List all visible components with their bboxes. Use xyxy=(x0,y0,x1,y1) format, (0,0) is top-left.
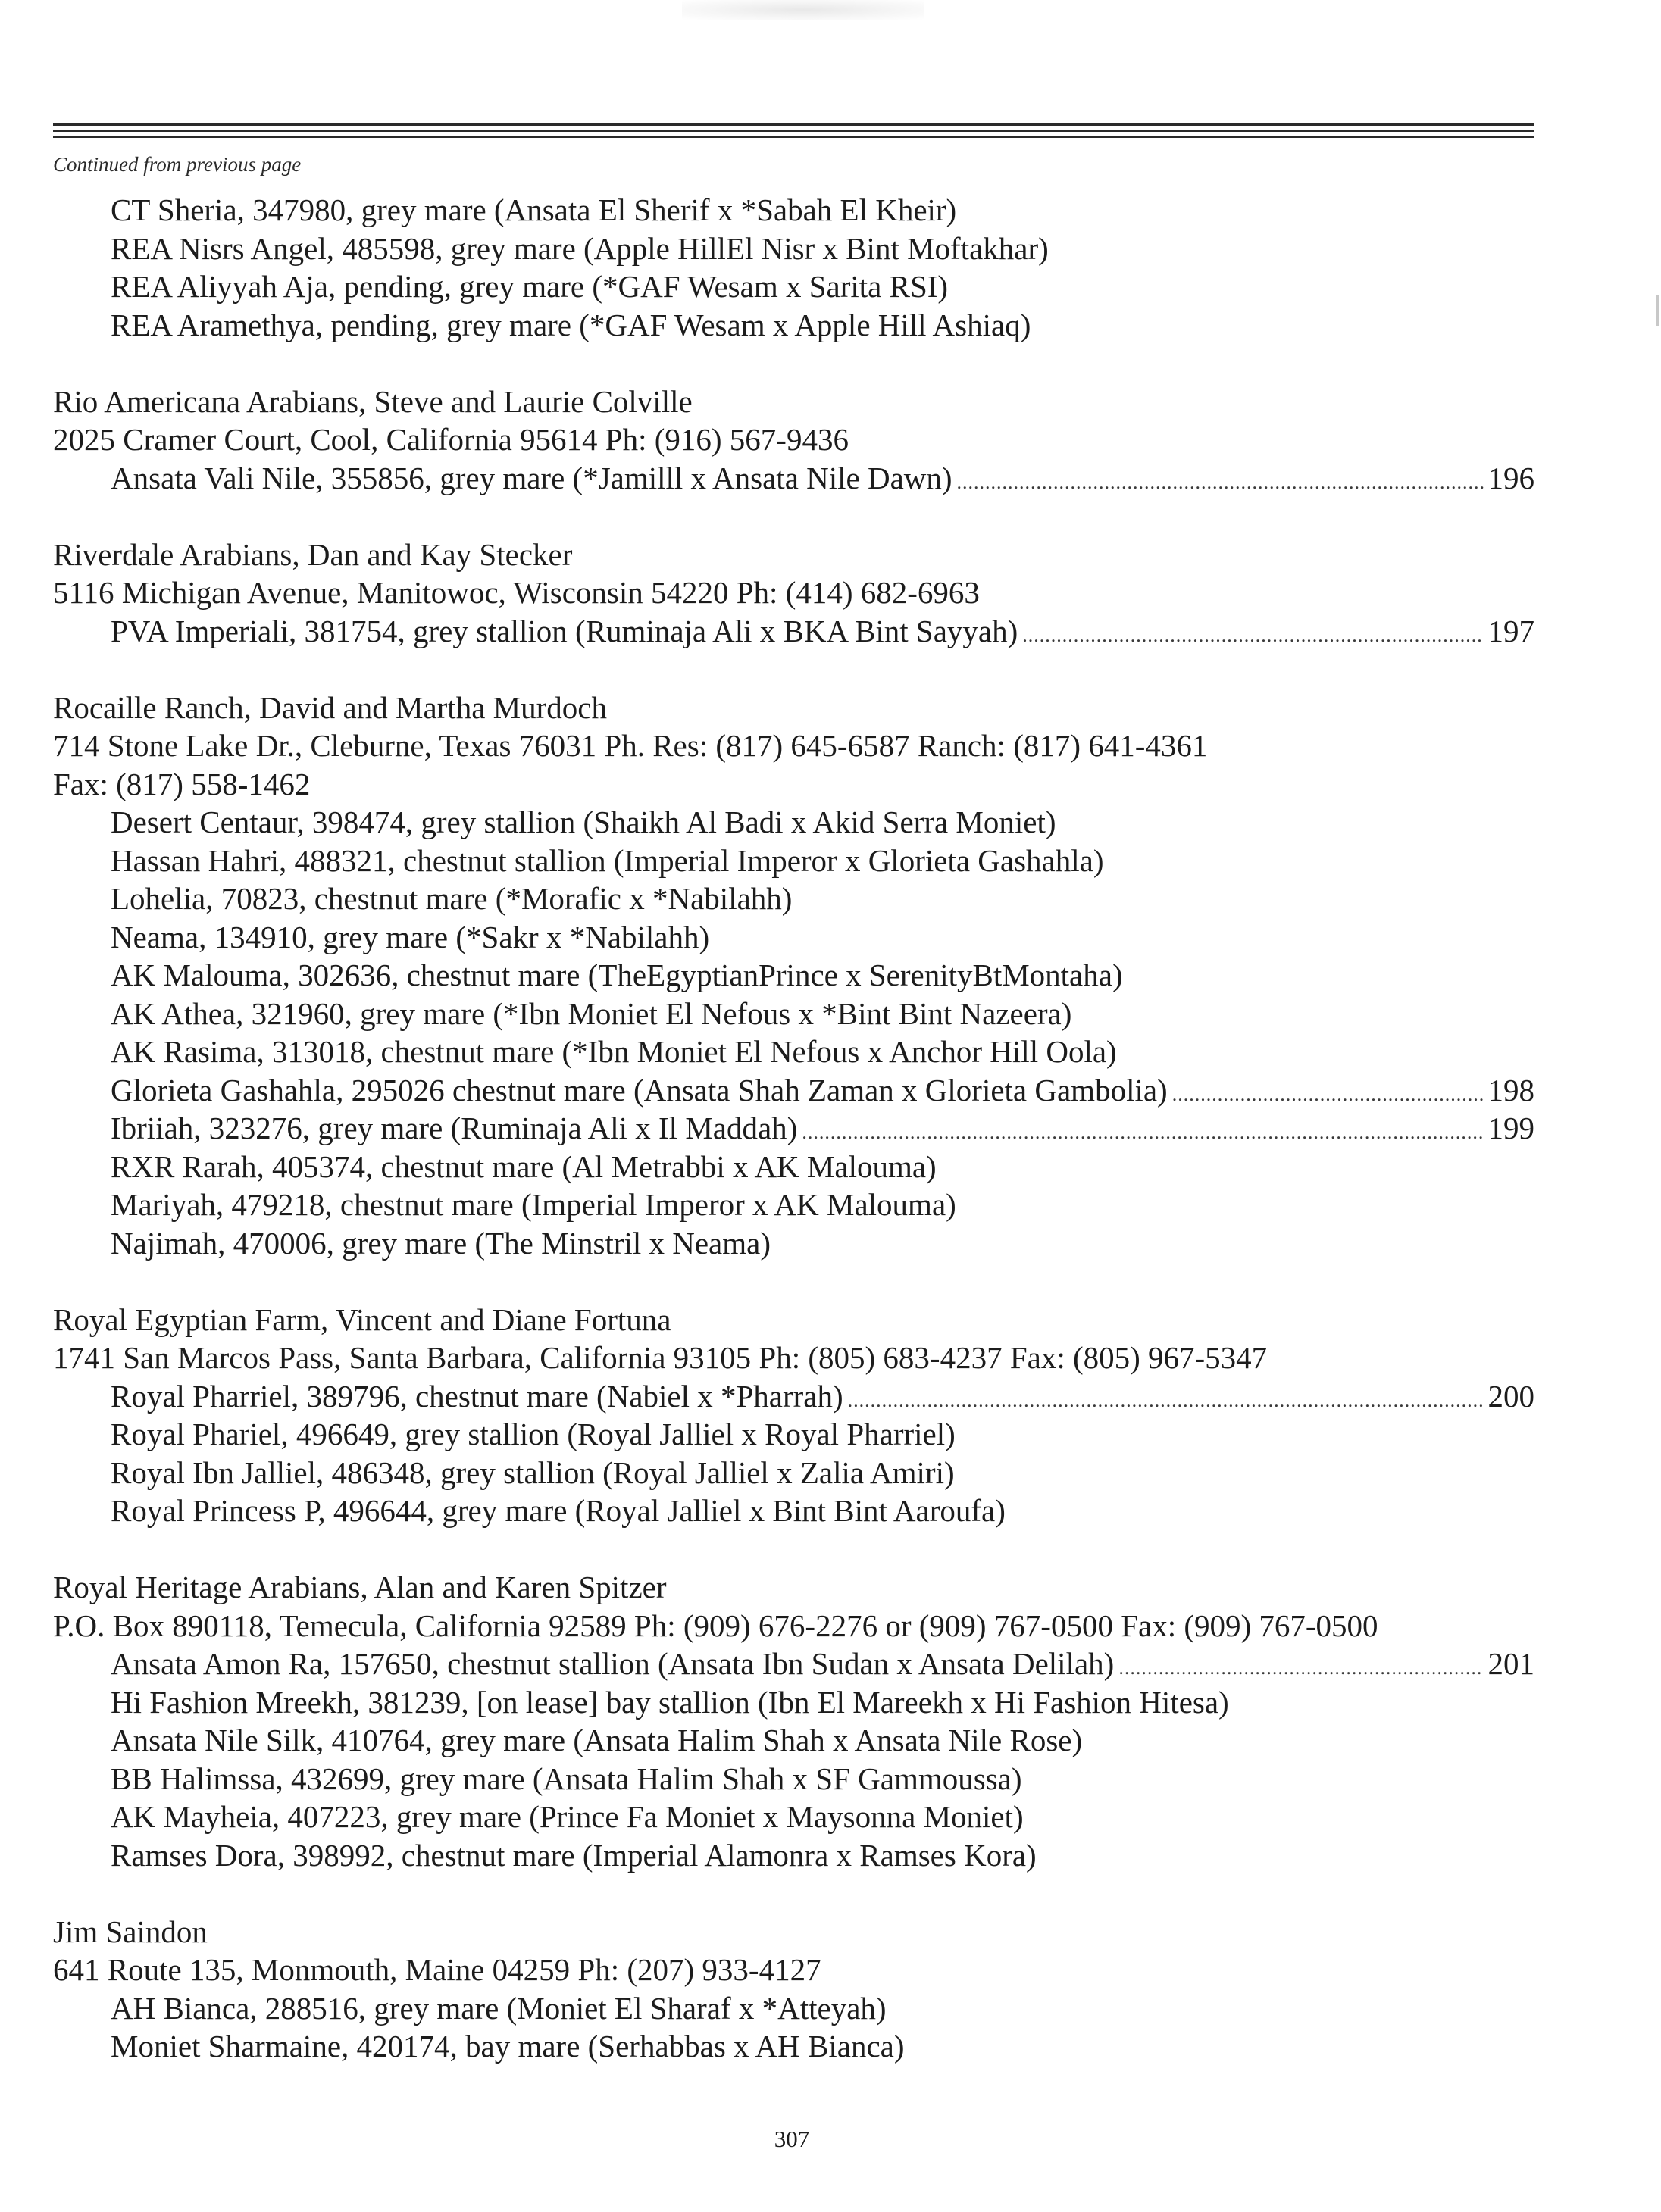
horse-entry-page: 196 xyxy=(1487,460,1534,495)
horse-entry-page: 197 xyxy=(1487,613,1534,648)
section-gap xyxy=(53,1874,1534,1913)
horse-entry: BB Halimssa, 432699, grey mare (Ansata Halim Shah x SF Gammoussa) xyxy=(111,1761,1022,1796)
farm-address: 641 Route 135, Monmouth, Maine 04259 Ph: (207) 933-4127 xyxy=(53,1952,821,1987)
section-gap xyxy=(53,497,1534,536)
horse-entry-text: Ibriiah, 323276, grey mare (Ruminaja Ali x Il Maddah) xyxy=(111,1111,798,1145)
horse-entry: Royal Princess P, 496644, grey mare (Royal Jalliel x Bint Bint Aaroufa) xyxy=(111,1493,1006,1528)
farm-name: Jim Saindon xyxy=(53,1914,208,1949)
horse-entry-page: 200 xyxy=(1487,1378,1534,1414)
farm-address: 714 Stone Lake Dr., Cleburne, Texas 76031 Ph. Res: (817) 645-6587 Ranch: (817) 641-4361 xyxy=(53,728,1208,763)
farm-name: Royal Heritage Arabians, Alan and Karen Spitzer xyxy=(53,1570,667,1604)
farm-address: Fax: (817) 558-1462 xyxy=(53,766,311,801)
horse-entry xyxy=(53,1109,1534,1148)
horse-entry-page: 199 xyxy=(1487,1111,1534,1145)
horse-entry: REA Nisrs Angel, 485598, grey mare (Apple HillEl Nisr x Bint Moftakhar) xyxy=(111,230,1049,266)
horse-entry xyxy=(53,612,1534,651)
farm-address: P.O. Box 890118, Temecula, California 92589 Ph: (909) 676-2276 or (909) 767-0500 Fax: (909) 767-0500 xyxy=(53,1607,1378,1643)
header-rule-bottom xyxy=(53,136,1534,138)
horse-entry: Hassan Hahri, 488321, chestnut stallion (Imperial Imperor x Glorieta Gashahla) xyxy=(111,842,1104,878)
horse-entry xyxy=(53,459,1534,498)
horse-entry xyxy=(53,1071,1534,1110)
section-gap xyxy=(53,1530,1534,1569)
horse-entry: Royal Ibn Jalliel, 486348, grey stallion (Royal Jalliel x Zalia Amiri) xyxy=(111,1454,955,1490)
horse-entry: Ramses Dora, 398992, chestnut mare (Imperial Alamonra x Ramses Kora) xyxy=(111,1837,1037,1873)
dot-leader xyxy=(957,464,1484,498)
farm-name: Rio Americana Arabians, Steve and Laurie Colville xyxy=(53,383,693,419)
horse-entry: AK Athea, 321960, grey mare (*Ibn Moniet El Nefous x *Bint Bint Nazeera) xyxy=(111,995,1072,1031)
horse-entry xyxy=(53,1645,1534,1683)
page-number: 307 xyxy=(774,2126,810,2152)
farm-address: 1741 San Marcos Pass, Santa Barbara, California 93105 Ph: (805) 683-4237 Fax: (805) 967-5347 xyxy=(53,1340,1268,1375)
scan-smudge xyxy=(682,0,924,20)
horse-entry-text: Ansata Amon Ra, 157650, chestnut stallion (Ansata Ibn Sudan x Ansata Delilah) xyxy=(111,1646,1115,1681)
dot-leader xyxy=(802,1114,1483,1148)
horse-entry-page: 198 xyxy=(1487,1072,1534,1108)
farm-address: 5116 Michigan Avenue, Manitowoc, Wisconsin 54220 Ph: (414) 682-6963 xyxy=(53,575,980,610)
header-rule-middle xyxy=(53,130,1534,132)
farm-name: Rocaille Ranch, David and Martha Murdoch xyxy=(53,689,607,725)
horse-entry: AK Rasima, 313018, chestnut mare (*Ibn Moniet El Nefous x Anchor Hill Oola) xyxy=(111,1034,1117,1069)
horse-entry: CT Sheria, 347980, grey mare (Ansata El Sherif x *Sabah El Kheir) xyxy=(111,192,957,227)
continued-note: Continued from previous page xyxy=(53,153,302,176)
horse-entry: Neama, 134910, grey mare (*Sakr x *Nabilahh) xyxy=(111,919,710,954)
farm-address: 2025 Cramer Court, Cool, California 95614 Ph: (916) 567-9436 xyxy=(53,422,849,457)
header-rule-top xyxy=(53,123,1534,126)
horse-entry: Moniet Sharmaine, 420174, bay mare (Serhabbas x AH Bianca) xyxy=(111,2029,905,2064)
horse-entry: Mariyah, 479218, chestnut mare (Imperial Imperor x AK Malouma) xyxy=(111,1187,956,1222)
horse-entry: Hi Fashion Mreekh, 381239, [on lease] bay stallion (Ibn El Mareekh x Hi Fashion Hitesa) xyxy=(111,1684,1229,1720)
horse-entry xyxy=(53,1377,1534,1416)
horse-entry: RXR Rarah, 405374, chestnut mare (Al Metrabbi x AK Malouma) xyxy=(111,1148,937,1184)
dot-leader xyxy=(1118,1649,1483,1683)
dot-leader xyxy=(1022,617,1483,651)
farm-name: Riverdale Arabians, Dan and Kay Stecker xyxy=(53,536,573,572)
dot-leader xyxy=(848,1382,1484,1416)
horse-entry-text: Royal Pharriel, 389796, chestnut mare (Nabiel x *Pharrah) xyxy=(111,1378,843,1414)
section-gap xyxy=(53,650,1534,689)
horse-entry: Ansata Nile Silk, 410764, grey mare (Ansata Halim Shah x Ansata Nile Rose) xyxy=(111,1723,1083,1757)
horse-entry: AH Bianca, 288516, grey mare (Moniet El Sharaf x *Atteyah) xyxy=(111,1990,887,2026)
horse-entry: Najimah, 470006, grey mare (The Minstril x Neama) xyxy=(111,1225,771,1261)
horse-entry-text: Glorieta Gashahla, 295026 chestnut mare (Ansata Shah Zaman x Glorieta Gambolia) xyxy=(111,1072,1168,1108)
horse-entry-page: 201 xyxy=(1487,1646,1534,1681)
horse-entry: Desert Centaur, 398474, grey stallion (Shaikh Al Badi x Akid Serra Moniet) xyxy=(111,805,1056,839)
horse-entry: Lohelia, 70823, chestnut mare (*Morafic x *Nabilahh) xyxy=(111,881,793,916)
farm-name: Royal Egyptian Farm, Vincent and Diane Fortuna xyxy=(53,1301,671,1337)
section-gap xyxy=(53,1262,1534,1301)
horse-entry: REA Aliyyah Aja, pending, grey mare (*GAF Wesam x Sarita RSI) xyxy=(111,269,949,304)
horse-entry: REA Aramethya, pending, grey mare (*GAF Wesam x Apple Hill Ashiaq) xyxy=(111,307,1031,342)
horse-entry: Royal Phariel, 496649, grey stallion (Royal Jalliel x Royal Pharriel) xyxy=(111,1417,956,1451)
section-gap xyxy=(53,344,1534,383)
horse-entry-text: Ansata Vali Nile, 355856, grey mare (*Jamilll x Ansata Nile Dawn) xyxy=(111,460,952,495)
dot-leader xyxy=(1172,1076,1484,1110)
scan-edge-mark xyxy=(1656,295,1659,326)
directory-listing xyxy=(53,191,1534,2066)
horse-entry-text: PVA Imperiali, 381754, grey stallion (Ruminaja Ali x BKA Bint Sayyah) xyxy=(111,613,1018,648)
horse-entry: AK Malouma, 302636, chestnut mare (TheEgyptianPrince x SerenityBtMontaha) xyxy=(111,958,1123,992)
horse-entry: AK Mayheia, 407223, grey mare (Prince Fa Moniet x Maysonna Moniet) xyxy=(111,1799,1024,1834)
